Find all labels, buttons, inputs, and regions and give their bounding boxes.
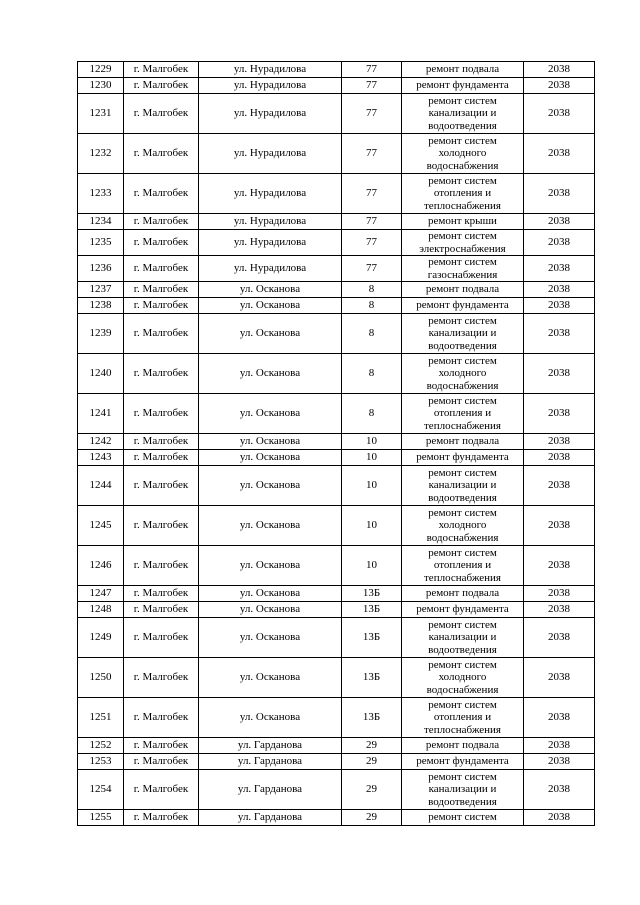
street-cell: ул. Нурадилова	[199, 256, 342, 282]
work-type-cell: ремонт систем электроснабжения	[402, 230, 524, 256]
table-row	[78, 466, 595, 506]
street-cell: ул. Нурадилова	[199, 94, 342, 134]
street-cell: ул. Осканова	[199, 658, 342, 698]
city-cell: г. Малгобек	[124, 354, 199, 394]
house-number-cell: 77	[342, 78, 402, 94]
year-cell: 2038	[524, 256, 595, 282]
house-number-cell: 10	[342, 506, 402, 546]
street-cell: ул. Гарданова	[199, 754, 342, 770]
year-cell: 2038	[524, 738, 595, 754]
city-cell: г. Малгобек	[124, 618, 199, 658]
work-type-cell: ремонт систем газоснабжения	[402, 256, 524, 282]
table-row	[78, 738, 595, 754]
year-cell: 2038	[524, 506, 595, 546]
row-number-cell: 1252	[78, 738, 124, 754]
city-cell: г. Малгобек	[124, 394, 199, 434]
city-cell: г. Малгобек	[124, 698, 199, 738]
city-cell: г. Малгобек	[124, 78, 199, 94]
row-number-cell: 1231	[78, 94, 124, 134]
house-number-cell: 77	[342, 256, 402, 282]
row-number-cell: 1235	[78, 230, 124, 256]
street-cell: ул. Осканова	[199, 434, 342, 450]
house-number-cell: 77	[342, 230, 402, 256]
table-row	[78, 434, 595, 450]
table-row	[78, 394, 595, 434]
street-cell: ул. Нурадилова	[199, 214, 342, 230]
year-cell: 2038	[524, 354, 595, 394]
city-cell: г. Малгобек	[124, 658, 199, 698]
city-cell: г. Малгобек	[124, 738, 199, 754]
row-number-cell: 1249	[78, 618, 124, 658]
house-number-cell: 8	[342, 394, 402, 434]
row-number-cell: 1238	[78, 298, 124, 314]
row-number-cell: 1237	[78, 282, 124, 298]
work-type-cell: ремонт крыши	[402, 214, 524, 230]
work-type-cell: ремонт систем канализации и водоотведения	[402, 770, 524, 810]
row-number-cell: 1243	[78, 450, 124, 466]
city-cell: г. Малгобек	[124, 602, 199, 618]
house-number-cell: 8	[342, 354, 402, 394]
year-cell: 2038	[524, 546, 595, 586]
table-row	[78, 230, 595, 256]
year-cell: 2038	[524, 174, 595, 214]
row-number-cell: 1233	[78, 174, 124, 214]
row-number-cell: 1254	[78, 770, 124, 810]
work-type-cell: ремонт систем отопления и теплоснабжения	[402, 698, 524, 738]
house-number-cell: 13Б	[342, 586, 402, 602]
table-row	[78, 586, 595, 602]
works-table	[77, 61, 595, 826]
works-table-body	[78, 62, 595, 826]
work-type-cell: ремонт систем канализации и водоотведения	[402, 618, 524, 658]
house-number-cell: 77	[342, 134, 402, 174]
row-number-cell: 1255	[78, 810, 124, 826]
year-cell: 2038	[524, 450, 595, 466]
table-row	[78, 62, 595, 78]
work-type-cell: ремонт систем канализации и водоотведения	[402, 314, 524, 354]
work-type-cell: ремонт подвала	[402, 738, 524, 754]
row-number-cell: 1251	[78, 698, 124, 738]
year-cell: 2038	[524, 78, 595, 94]
work-type-cell: ремонт систем холодного водоснабжения	[402, 506, 524, 546]
city-cell: г. Малгобек	[124, 314, 199, 354]
street-cell: ул. Осканова	[199, 394, 342, 434]
street-cell: ул. Нурадилова	[199, 230, 342, 256]
street-cell: ул. Гарданова	[199, 738, 342, 754]
street-cell: ул. Гарданова	[199, 770, 342, 810]
work-type-cell: ремонт систем отопления и теплоснабжения	[402, 546, 524, 586]
row-number-cell: 1248	[78, 602, 124, 618]
row-number-cell: 1250	[78, 658, 124, 698]
table-row	[78, 298, 595, 314]
year-cell: 2038	[524, 810, 595, 826]
work-type-cell: ремонт подвала	[402, 62, 524, 78]
city-cell: г. Малгобек	[124, 754, 199, 770]
house-number-cell: 13Б	[342, 618, 402, 658]
city-cell: г. Малгобек	[124, 230, 199, 256]
row-number-cell: 1234	[78, 214, 124, 230]
table-row	[78, 354, 595, 394]
work-type-cell: ремонт подвала	[402, 586, 524, 602]
city-cell: г. Малгобек	[124, 62, 199, 78]
row-number-cell: 1229	[78, 62, 124, 78]
street-cell: ул. Нурадилова	[199, 134, 342, 174]
street-cell: ул. Осканова	[199, 450, 342, 466]
year-cell: 2038	[524, 298, 595, 314]
city-cell: г. Малгобек	[124, 546, 199, 586]
year-cell: 2038	[524, 658, 595, 698]
row-number-cell: 1232	[78, 134, 124, 174]
year-cell: 2038	[524, 230, 595, 256]
city-cell: г. Малгобек	[124, 466, 199, 506]
table-row	[78, 602, 595, 618]
house-number-cell: 29	[342, 770, 402, 810]
street-cell: ул. Осканова	[199, 586, 342, 602]
year-cell: 2038	[524, 94, 595, 134]
house-number-cell: 77	[342, 174, 402, 214]
table-row	[78, 314, 595, 354]
street-cell: ул. Осканова	[199, 506, 342, 546]
table-row	[78, 94, 595, 134]
table-row	[78, 618, 595, 658]
street-cell: ул. Осканова	[199, 698, 342, 738]
city-cell: г. Малгобек	[124, 94, 199, 134]
house-number-cell: 8	[342, 282, 402, 298]
row-number-cell: 1241	[78, 394, 124, 434]
year-cell: 2038	[524, 618, 595, 658]
year-cell: 2038	[524, 754, 595, 770]
house-number-cell: 8	[342, 298, 402, 314]
house-number-cell: 10	[342, 434, 402, 450]
house-number-cell: 29	[342, 738, 402, 754]
row-number-cell: 1239	[78, 314, 124, 354]
city-cell: г. Малгобек	[124, 282, 199, 298]
city-cell: г. Малгобек	[124, 506, 199, 546]
house-number-cell: 77	[342, 214, 402, 230]
work-type-cell: ремонт систем отопления и теплоснабжения	[402, 394, 524, 434]
table-row	[78, 506, 595, 546]
house-number-cell: 29	[342, 754, 402, 770]
work-type-cell: ремонт систем канализации и водоотведения	[402, 466, 524, 506]
house-number-cell: 29	[342, 810, 402, 826]
year-cell: 2038	[524, 466, 595, 506]
year-cell: 2038	[524, 62, 595, 78]
city-cell: г. Малгобек	[124, 214, 199, 230]
city-cell: г. Малгобек	[124, 174, 199, 214]
house-number-cell: 13Б	[342, 602, 402, 618]
year-cell: 2038	[524, 282, 595, 298]
table-row	[78, 754, 595, 770]
city-cell: г. Малгобек	[124, 450, 199, 466]
year-cell: 2038	[524, 698, 595, 738]
table-row	[78, 770, 595, 810]
table-row	[78, 698, 595, 738]
street-cell: ул. Гарданова	[199, 810, 342, 826]
row-number-cell: 1236	[78, 256, 124, 282]
street-cell: ул. Осканова	[199, 298, 342, 314]
work-type-cell: ремонт систем холодного водоснабжения	[402, 134, 524, 174]
street-cell: ул. Осканова	[199, 354, 342, 394]
work-type-cell: ремонт фундамента	[402, 450, 524, 466]
work-type-cell: ремонт систем канализации и водоотведения	[402, 94, 524, 134]
year-cell: 2038	[524, 394, 595, 434]
table-row	[78, 256, 595, 282]
street-cell: ул. Осканова	[199, 546, 342, 586]
table-row	[78, 214, 595, 230]
city-cell: г. Малгобек	[124, 586, 199, 602]
table-row	[78, 174, 595, 214]
house-number-cell: 13Б	[342, 698, 402, 738]
work-type-cell: ремонт фундамента	[402, 78, 524, 94]
row-number-cell: 1230	[78, 78, 124, 94]
year-cell: 2038	[524, 314, 595, 354]
row-number-cell: 1244	[78, 466, 124, 506]
table-row	[78, 134, 595, 174]
house-number-cell: 77	[342, 62, 402, 78]
table-row	[78, 658, 595, 698]
street-cell: ул. Нурадилова	[199, 62, 342, 78]
table-row	[78, 450, 595, 466]
work-type-cell: ремонт систем отопления и теплоснабжения	[402, 174, 524, 214]
street-cell: ул. Нурадилова	[199, 174, 342, 214]
street-cell: ул. Нурадилова	[199, 78, 342, 94]
house-number-cell: 10	[342, 546, 402, 586]
row-number-cell: 1240	[78, 354, 124, 394]
year-cell: 2038	[524, 134, 595, 174]
year-cell: 2038	[524, 770, 595, 810]
house-number-cell: 10	[342, 450, 402, 466]
row-number-cell: 1245	[78, 506, 124, 546]
year-cell: 2038	[524, 586, 595, 602]
work-type-cell: ремонт систем холодного водоснабжения	[402, 354, 524, 394]
house-number-cell: 8	[342, 314, 402, 354]
work-type-cell: ремонт систем холодного водоснабжения	[402, 658, 524, 698]
table-row	[78, 546, 595, 586]
city-cell: г. Малгобек	[124, 434, 199, 450]
year-cell: 2038	[524, 434, 595, 450]
street-cell: ул. Осканова	[199, 282, 342, 298]
row-number-cell: 1246	[78, 546, 124, 586]
street-cell: ул. Осканова	[199, 466, 342, 506]
city-cell: г. Малгобек	[124, 134, 199, 174]
city-cell: г. Малгобек	[124, 256, 199, 282]
row-number-cell: 1242	[78, 434, 124, 450]
house-number-cell: 13Б	[342, 658, 402, 698]
year-cell: 2038	[524, 602, 595, 618]
work-type-cell: ремонт фундамента	[402, 298, 524, 314]
city-cell: г. Малгобек	[124, 298, 199, 314]
street-cell: ул. Осканова	[199, 602, 342, 618]
work-type-cell: ремонт подвала	[402, 282, 524, 298]
city-cell: г. Малгобек	[124, 810, 199, 826]
house-number-cell: 77	[342, 94, 402, 134]
work-type-cell: ремонт систем	[402, 810, 524, 826]
street-cell: ул. Осканова	[199, 314, 342, 354]
table-row	[78, 78, 595, 94]
row-number-cell: 1253	[78, 754, 124, 770]
row-number-cell: 1247	[78, 586, 124, 602]
work-type-cell: ремонт подвала	[402, 434, 524, 450]
year-cell: 2038	[524, 214, 595, 230]
street-cell: ул. Осканова	[199, 618, 342, 658]
table-row	[78, 282, 595, 298]
work-type-cell: ремонт фундамента	[402, 602, 524, 618]
work-type-cell: ремонт фундамента	[402, 754, 524, 770]
city-cell: г. Малгобек	[124, 770, 199, 810]
table-row	[78, 810, 595, 826]
house-number-cell: 10	[342, 466, 402, 506]
